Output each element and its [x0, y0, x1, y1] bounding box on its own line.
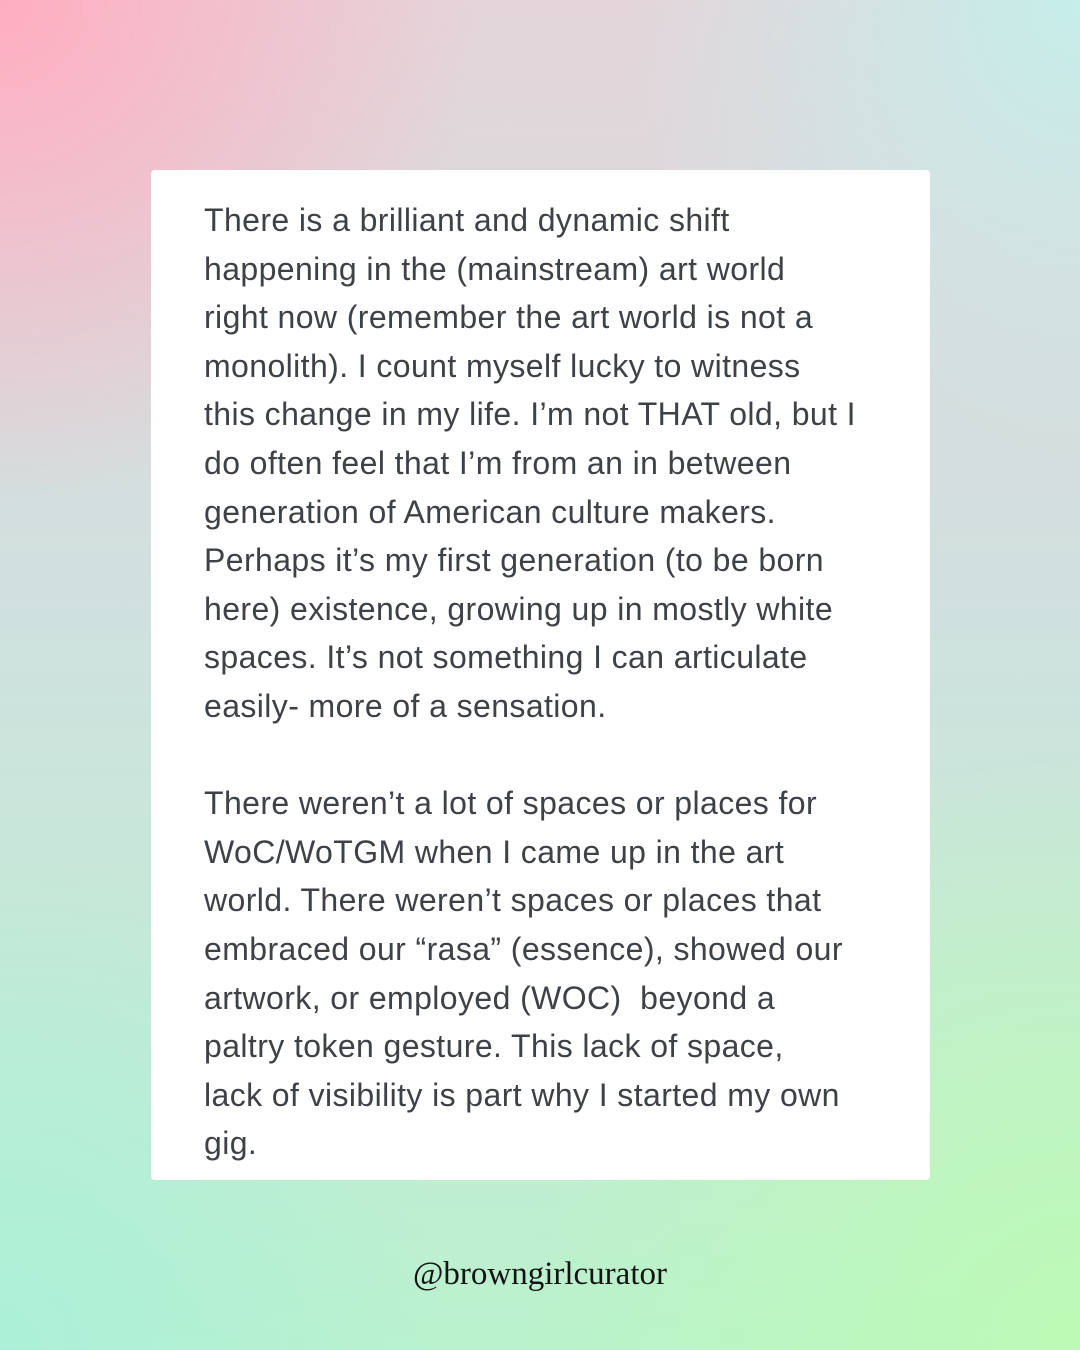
body-paragraph-1: There is a brilliant and dynamic shift happening in the (mainstream) art world right now (remember the art world is not a monolith). I count myself lucky to witness this change in my life. I’m not THAT old, but I do often feel that I’m from an in between generation of American culture makers. Perhaps it’s my first generation (to be born here) existence, growing up in mostly white spaces. It’s not something I can articulate easily- more of a sensation. — [204, 202, 856, 724]
body-paragraph-2: There weren’t a lot of spaces or places for WoC/WoTGM when I came up in the art world. There weren’t spaces or places that embraced our “rasa” (essence), showed our artwork, or employed (WOC) beyond a paltry token gesture. This lack of space, lack of visibility is part why I started my own gig. — [204, 785, 843, 1162]
account-handle: @browngirlcurator — [413, 1256, 667, 1292]
text-card — [151, 170, 930, 1180]
